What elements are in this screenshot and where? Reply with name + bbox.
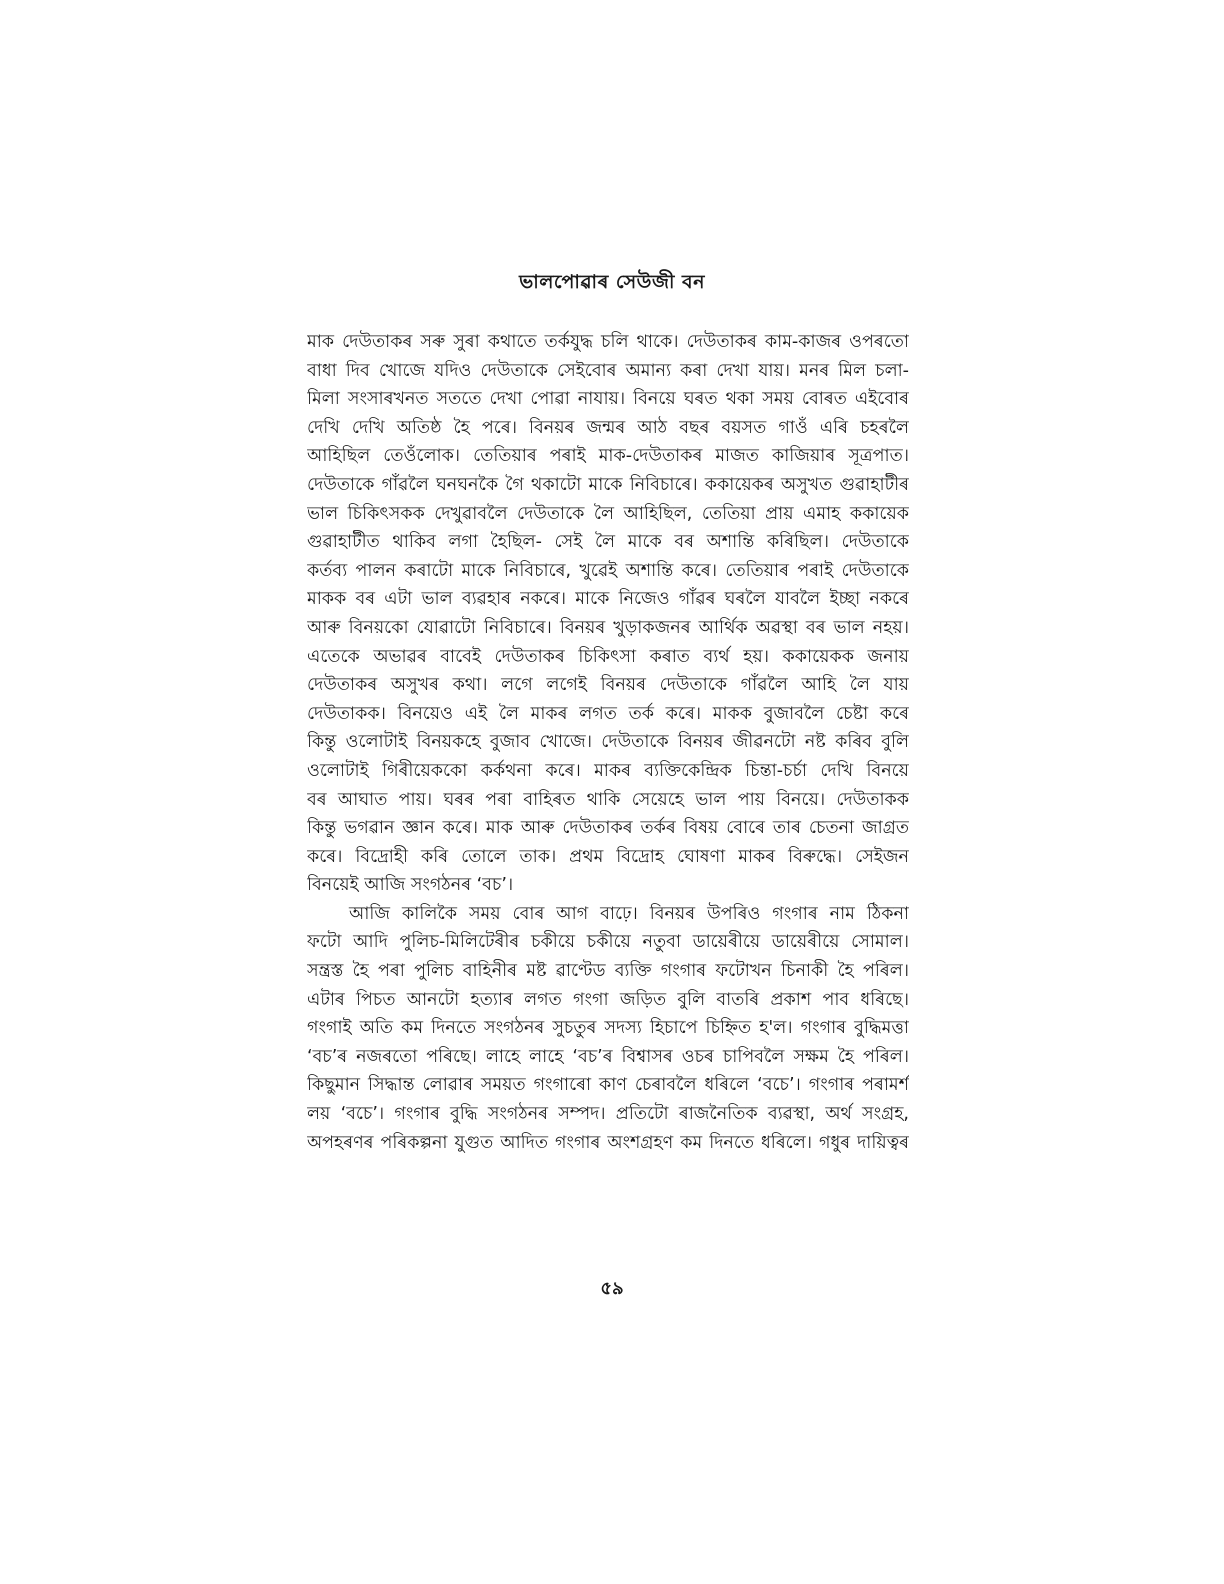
text-line: মাকক বৰ এটা ভাল ব্যৱহাৰ নকৰে। মাকে নিজেও গাঁৱৰ ঘৰলৈ যাবলৈ ইচ্ছা নকৰে xyxy=(307,589,909,610)
text-line: ভাল চিকিৎসকক দেখুৱাবলৈ দেউতাকে লৈ আহিছিল, তেতিয়া প্ৰায় এমাহ ককায়েক xyxy=(307,503,909,524)
text-line: কিছুমান সিদ্ধান্ত লোৱাৰ সময়ত গংগাৰো কাণ চেৰাবলৈ ধৰিলে ‘বচে’। গংগাৰ পৰামৰ্শ xyxy=(307,1075,909,1096)
text-line: মাক দেউতাকৰ সৰু সুৰা কথাতে তৰ্কযুদ্ধ চলি থাকে। দেউতাকৰ কাম-কাজৰ ওপৰতো xyxy=(307,332,909,352)
text-line: দেউতাকৰ অসুখৰ কথা। লগে লগেই বিনয়ৰ দেউতাকে গাঁৱলৈ আহি লৈ যায় xyxy=(307,675,909,696)
text-line: ‘বচ’ৰ নজৰতো পৰিছে। লাহে লাহে ‘বচ’ৰ বিশ্বাসৰ ওচৰ চাপিবলৈ সক্ষম হৈ পৰিল। xyxy=(307,1046,909,1067)
text-line: লয় ‘বচে’। গংগাৰ বুদ্ধি সংগঠনৰ সম্পদ। প্ৰতিটো ৰাজনৈতিক ব্যৱস্থা, অৰ্থ সংগ্ৰহ, xyxy=(307,1104,909,1125)
text-line: আহিছিল তেওঁলোক। তেতিয়াৰ পৰাই মাক-দেউতাকৰ মাজত কাজিয়াৰ সূত্ৰপাত। xyxy=(307,446,909,467)
text-line: দেখি দেখি অতিষ্ঠ হৈ পৰে। বিনয়ৰ জন্মৰ আঠ বছৰ বয়সত গাওঁ এৰি চহৰলৈ xyxy=(307,417,909,438)
text-line: মিলা সংসাৰখনত সততে দেখা পোৱা নাযায়। বিনয়ে ঘৰত থকা সময় বোৰত এইবোৰ xyxy=(307,389,909,410)
text-line: কিন্তু ভগৱান জ্ঞান কৰে। মাক আৰু দেউতাকৰ তৰ্কৰ বিষয় বোৰে তাৰ চেতনা জাগ্ৰত xyxy=(307,818,909,839)
text-line: আজি কালিকৈ সময় বোৰ আগ বাঢ়ে। বিনয়ৰ উপৰিও গংগাৰ নাম ঠিকনা xyxy=(349,903,909,924)
text-line: ফটো আদি পুলিচ-মিলিটেৰীৰ চকীয়ে চকীয়ে নতুবা ডায়েৰীয়ে ডায়েৰীয়ে সোমাল। xyxy=(307,932,909,953)
text-line: বাধা দিব খোজে যদিও দেউতাকে সেইবোৰ অমান্য কৰা দেখা যায়। মনৰ মিল চলা- xyxy=(307,360,909,381)
text-line: দেউতাকে গাঁৱলৈ ঘনঘনকৈ গৈ থকাটো মাকে নিবিচাৰে। ককায়েকৰ অসুখত গুৱাহাটীৰ xyxy=(307,474,909,495)
text-line: এটাৰ পিচত আনটো হত্যাৰ লগত গংগা জড়িত বুলি বাতৰি প্ৰকাশ পাব ধৰিছে। xyxy=(307,989,909,1010)
text-line: আৰু বিনয়কো যোৱাটো নিবিচাৰে। বিনয়ৰ খুড়াকজনৰ আৰ্থিক অৱস্থা বৰ ভাল নহয়। xyxy=(307,617,909,638)
text-line: দেউতাকক। বিনয়েও এই লৈ মাকৰ লগত তৰ্ক কৰে। মাকক বুজাবলৈ চেষ্টা কৰে xyxy=(307,703,909,724)
text-line: বিনয়েই আজি সংগঠনৰ ‘বচ’। xyxy=(307,875,514,896)
body-text xyxy=(307,328,909,1157)
text-line: অপহৰণৰ পৰিকল্পনা যুগুত আদিত গংগাৰ অংশগ্ৰহণ কম দিনতে ধৰিলে। গধুৰ দায়িত্বৰ xyxy=(307,1132,909,1153)
page-number: ৫৯ xyxy=(600,1278,624,1299)
text-line: ওলোটাই গিৰীয়েককো কৰ্কথনা কৰে। মাকৰ ব্যক্তিকেন্দ্ৰিক চিন্তা-চৰ্চা দেখি বিনয়ে xyxy=(307,760,909,781)
text-line: কৰে। বিদ্ৰোহী কৰি তোলে তাক। প্ৰথম বিদ্ৰোহ ঘোষণা মাকৰ বিৰুদ্ধে। সেইজন xyxy=(307,846,909,867)
text-line: গুৱাহাটীত থাকিব লগা হৈছিল- সেই লৈ মাকে বৰ অশান্তি কৰিছিল। দেউতাকে xyxy=(307,532,909,553)
text-line: গংগাই অতি কম দিনতে সংগঠনৰ সুচতুৰ সদস্য হিচাপে চিহ্নিত হ'ল। গংগাৰ বুদ্ধিমত্তা xyxy=(307,1018,909,1039)
text-line: বৰ আঘাত পায়। ঘৰৰ পৰা বাহিৰত থাকি সেয়েহে ভাল পায় বিনয়ে। দেউতাকক xyxy=(307,789,909,810)
text-line: কিন্তু ওলোটাই বিনয়কহে বুজাব খোজে। দেউতাকে বিনয়ৰ জীৱনটো নষ্ট কৰিব বুলি xyxy=(307,732,909,753)
running-header: ভালপোৱাৰ সেউজী বন xyxy=(519,271,705,293)
text-line: কৰ্তব্য পালন কৰাটো মাকে নিবিচাৰে, খুৱেই অশান্তি কৰে। তেতিয়াৰ পৰাই দেউতাকে xyxy=(307,560,909,581)
text-line: এতেকে অভাৱৰ বাবেই দেউতাকৰ চিকিৎসা কৰাত ব্যৰ্থ হয়। ককায়েকক জনায় xyxy=(307,646,909,667)
text-line: সন্ত্ৰস্ত হৈ পৰা পুলিচ বাহিনীৰ মষ্ট ৱাণ্টেড ব্যক্তি গংগাৰ ফটোখন চিনাকী হৈ পৰিল। xyxy=(307,961,909,982)
